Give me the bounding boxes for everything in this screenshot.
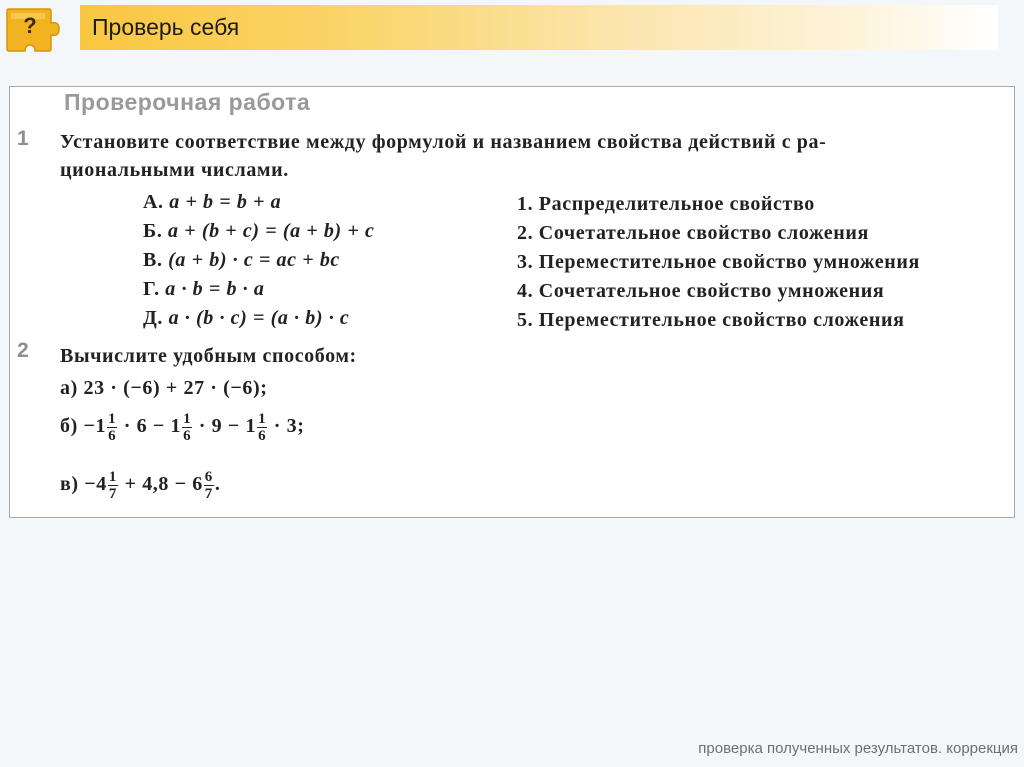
formula-expr: a + b = b + a xyxy=(169,191,282,213)
item-label: а) xyxy=(60,377,78,399)
fraction xyxy=(108,469,118,502)
fraction xyxy=(204,469,214,502)
worksheet xyxy=(9,86,1015,518)
footer-caption: проверка полученных результатов. коррекция xyxy=(698,740,1018,757)
task1-text-line2: циональными числами. xyxy=(60,159,289,181)
formula-expr: a · b = b · a xyxy=(165,278,265,300)
expr-part: · 6 − 1 xyxy=(118,415,182,438)
task2-text: Вычислите удобным способом: xyxy=(60,345,357,367)
expr-part: · 3; xyxy=(268,415,305,438)
header-banner xyxy=(80,5,998,50)
expr-part: + 4,8 − 6 xyxy=(119,473,203,496)
fraction-denominator: 6 xyxy=(258,428,267,444)
formula-expr: (a + b) · c = ac + bc xyxy=(168,249,340,271)
task2-item-a xyxy=(60,377,268,400)
task2-item-b xyxy=(60,411,305,444)
expr-part: · 9 − 1 xyxy=(193,415,257,438)
formula-row xyxy=(143,191,281,214)
formula-label: Д. xyxy=(143,307,163,329)
item-label: б) xyxy=(60,415,78,438)
property-item: 1. Распределительное свойство xyxy=(517,193,815,215)
task1-number: 1 xyxy=(17,127,29,150)
formula-label: Г. xyxy=(143,278,160,300)
task2-item-c xyxy=(60,469,221,502)
item-expr: 23 · (−6) + 27 · (−6); xyxy=(83,377,268,399)
formula-label: А. xyxy=(143,191,164,213)
formula-row xyxy=(143,249,340,272)
worksheet-title: Проверочная работа xyxy=(64,89,311,115)
question-mark: ? xyxy=(23,13,37,38)
fraction xyxy=(257,411,267,444)
task2-number: 2 xyxy=(17,339,29,362)
property-item: 4. Сочетательное свойство умножения xyxy=(517,280,885,302)
formula-expr: a · (b · c) = (a · b) · c xyxy=(168,307,350,329)
property-item: 2. Сочетательное свойство сложения xyxy=(517,222,869,244)
formula-row xyxy=(143,278,264,301)
expr-part: −4 xyxy=(84,473,107,496)
item-label: в) xyxy=(60,473,79,496)
task1-text-line1: Установите соответствие между формулой и названием свойства действий с ра- xyxy=(60,131,827,153)
property-item: 3. Переместительное свойство умножения xyxy=(517,251,920,273)
fraction xyxy=(182,411,192,444)
expr-part: . xyxy=(214,473,221,496)
puzzle-question-icon xyxy=(5,7,55,52)
formula-label: Б. xyxy=(143,220,163,242)
formula-row xyxy=(143,220,374,243)
formula-label: В. xyxy=(143,249,163,271)
formula-row xyxy=(143,307,349,330)
expr-part: −1 xyxy=(83,415,107,438)
fraction-numerator: 6 xyxy=(204,469,213,485)
fraction-numerator: 1 xyxy=(108,469,117,485)
fraction-numerator: 1 xyxy=(108,411,117,427)
fraction-denominator: 6 xyxy=(183,428,192,444)
fraction-denominator: 6 xyxy=(108,428,117,444)
fraction-numerator: 1 xyxy=(183,411,192,427)
formula-expr: a + (b + c) = (a + b) + c xyxy=(168,220,375,242)
fraction-denominator: 7 xyxy=(204,486,213,502)
fraction-denominator: 7 xyxy=(108,486,117,502)
property-item: 5. Переместительное свойство сложения xyxy=(517,309,905,331)
page-title: Проверь себя xyxy=(92,14,240,40)
fraction xyxy=(107,411,117,444)
fraction-numerator: 1 xyxy=(258,411,267,427)
